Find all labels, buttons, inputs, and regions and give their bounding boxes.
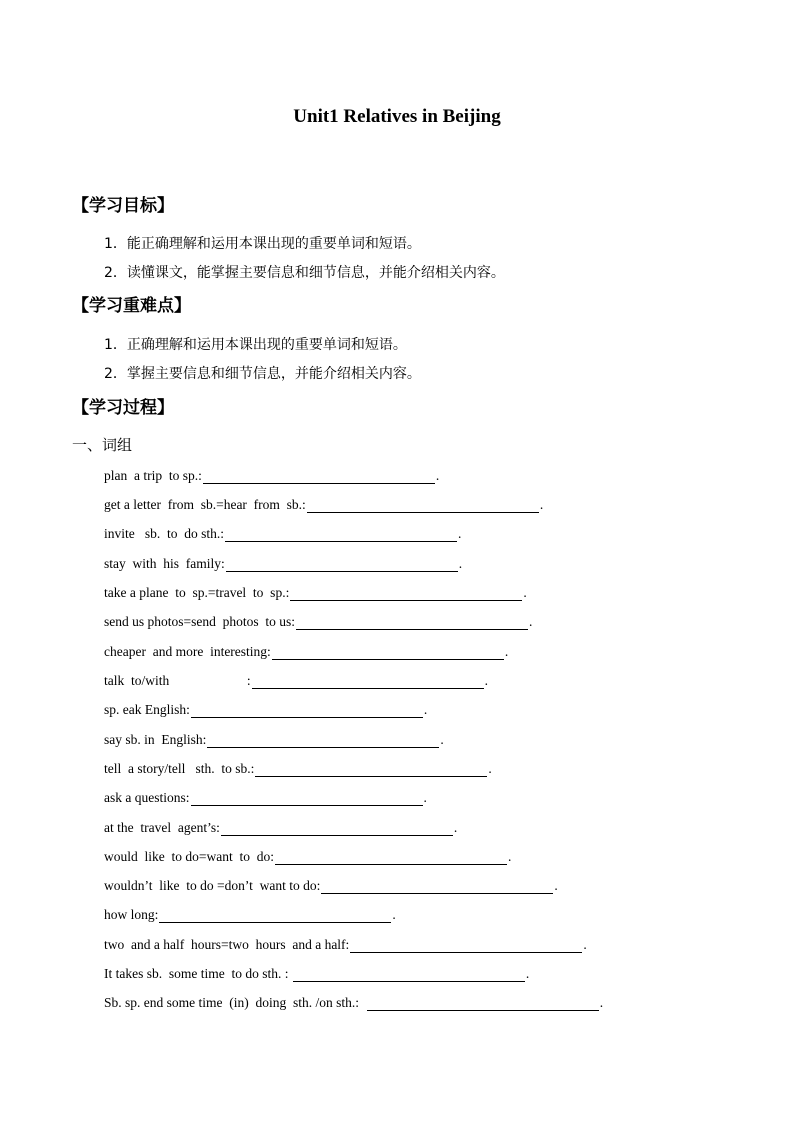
phrase-row [104,522,461,542]
period-mark: . [599,995,604,1010]
period-mark: . [583,937,587,952]
phrase-row [104,874,558,894]
answer-blank[interactable] [207,731,439,748]
key-point-item: 1．正确理解和运用本课出现的重要单词和短语。 [104,337,407,353]
phrase-row [104,581,527,601]
period-mark: . [554,878,558,893]
answer-blank[interactable] [252,672,484,689]
answer-blank[interactable] [296,613,528,630]
period-mark: . [507,849,512,864]
period-mark: . [423,702,428,717]
key-point-item: 2．掌握主要信息和细节信息，并能介绍相关内容。 [104,366,421,382]
period-mark: . [392,907,396,922]
period-mark: . [523,585,527,600]
phrase-row [104,493,543,513]
answer-blank[interactable] [255,760,487,777]
learning-process-heading: 【学习过程】 [72,398,174,418]
phrase-row [104,786,427,806]
phrase-row [104,610,532,630]
phrase-text: stay with his family: [104,556,225,571]
answer-blank[interactable] [367,994,599,1011]
answer-blank[interactable] [293,965,525,982]
period-mark: . [529,614,533,629]
phrase-row [104,962,529,982]
phrase-row [104,816,457,836]
period-mark: . [484,673,488,688]
phrase-row [104,640,508,660]
phrase-row [104,757,492,777]
answer-blank[interactable] [321,877,553,894]
period-mark: . [539,497,544,512]
period-mark: . [458,526,462,541]
phrase-text: two and a half hours=two hours and a half: [104,937,350,952]
period-mark: . [440,732,444,747]
phrases-heading: 一、词组 [72,436,133,454]
answer-blank[interactable] [307,496,539,513]
phrase-row [104,552,462,572]
period-mark: . [488,761,492,776]
phrase-text: plan a trip to sp.: [104,468,202,483]
phrase-row [104,728,444,748]
answer-blank[interactable] [159,906,391,923]
period-mark: . [423,790,427,805]
learning-goal-item: 2．读懂课文，能掌握主要信息和细节信息，并能介绍相关内容。 [104,265,505,281]
phrase-text: wouldn’t like to do =don’t want to do: [104,878,321,893]
answer-blank[interactable] [350,936,582,953]
answer-blank[interactable] [290,584,522,601]
learning-goal-item: 1．能正确理解和运用本课出现的重要单词和短语。 [104,236,421,252]
phrase-text: cheaper and more interesting: [104,644,271,659]
answer-blank[interactable] [191,701,423,718]
phrase-text: invite sb. to do sth.: [104,526,225,541]
phrase-text: ask a questions: [104,790,190,805]
phrase-text: talk to/with : [104,673,251,688]
period-mark: . [525,966,530,981]
phrase-text: sp. eak English: [104,702,190,717]
learning-goals-heading: 【学习目标】 [72,196,174,216]
period-mark: . [435,468,440,483]
phrase-text: send us photos=send photos to us: [104,614,295,629]
phrase-text: say sb. in English: [104,732,207,747]
phrase-text: tell a story/tell sth. to sb.: [104,761,255,776]
answer-blank[interactable] [203,467,435,484]
answer-blank[interactable] [221,819,453,836]
phrase-text: at the travel agent’s: [104,820,220,835]
answer-blank[interactable] [275,848,507,865]
answer-blank[interactable] [191,789,423,806]
phrase-text: take a plane to sp.=travel to sp.: [104,585,290,600]
answer-blank[interactable] [272,643,504,660]
period-mark: . [453,820,458,835]
period-mark: . [458,556,463,571]
phrase-row [104,991,603,1011]
phrase-text: It takes sb. some time to do sth. : [104,966,292,981]
answer-blank[interactable] [226,555,458,572]
key-points-heading: 【学习重难点】 [72,296,191,316]
phrase-row [104,903,396,923]
period-mark: . [504,644,509,659]
page-title: Unit1 Relatives in Beijing [293,106,501,127]
phrase-row [104,845,511,865]
phrase-row [104,464,439,484]
phrase-row [104,933,587,953]
phrase-row [104,698,427,718]
phrase-text: get a letter from sb.=hear from sb.: [104,497,306,512]
phrase-text: would like to do=want to do: [104,849,274,864]
phrase-text: how long: [104,907,159,922]
answer-blank[interactable] [225,525,457,542]
phrase-row [104,669,488,689]
phrase-text: Sb. sp. end some time (in) doing sth. /on sth.: [104,995,366,1010]
